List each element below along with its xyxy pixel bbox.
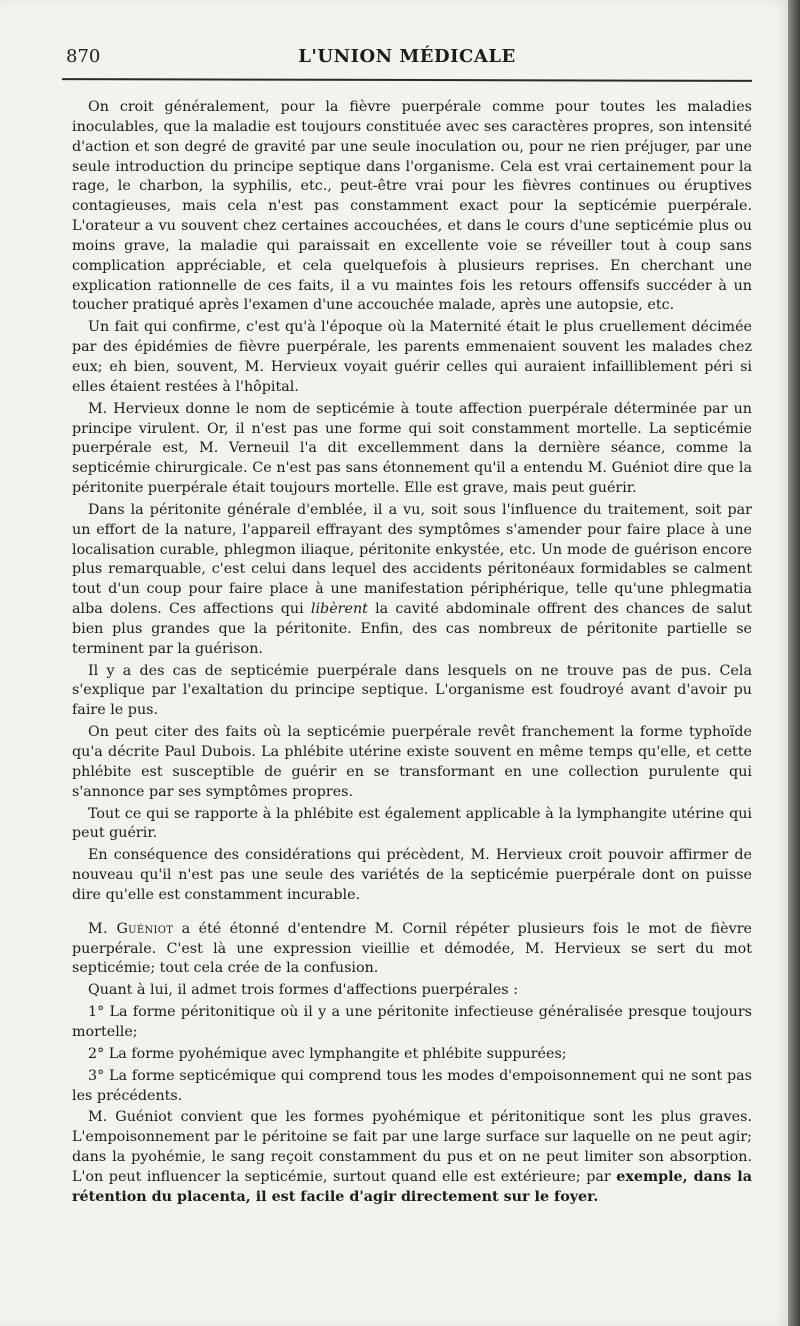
text-run: a été étonné d'entendre M. Cornil répéter plusieurs fois le mot de fièvre puerpérale. C'est là une expression vieillie et démodée, M. Hervieux se sert du mot septicémie; tout cela crée de la confusion. — [72, 920, 752, 977]
emphasis: libèrent — [310, 601, 368, 618]
paragraph: En conséquence des considérations qui précèdent, M. Hervieux croit pouvoir affirmer de nouveau qu'il n'est pas une seule des variétés de la septicémie puerpérale dont on puisse dire qu'elle est constamment incurable. — [72, 847, 752, 903]
body-text — [72, 98, 752, 1210]
paragraph: Il y a des cas de septicémie puerpérale dans lesquels on ne trouve pas de pus. Cela s'explique par l'exaltation du principe septique. L'organisme est foudroyé avant d'avoir pu faire le pus. — [72, 662, 752, 719]
page-header — [62, 46, 752, 72]
page-number: 870 — [66, 46, 101, 67]
running-title: L'UNION MÉDICALE — [298, 46, 516, 67]
list-item: 3° La forme septicémique qui comprend tous les modes d'empoisonnement qui ne sont pas les précédents. — [72, 1067, 752, 1104]
paragraph — [72, 920, 752, 980]
text-run: la cavité abdominale offrent des chances de salut bien plus grandes que la péritonite. Enfin, des cas nombreux de péritonite partielle se terminent par la guérison. — [72, 601, 752, 657]
header-rule — [62, 78, 752, 82]
speaker-name: M. Guéniot — [88, 920, 174, 937]
text-run: exemple, dans la rétention du placenta, il est facile d'agir directement sur le foyer. — [72, 1168, 752, 1205]
paragraph: M. Hervieux donne le nom de septicémie à toute affection puerpérale déterminée par un principe virulent. Or, il n'est pas une forme qui soit constamment mortelle. La septicémie puerpérale est, M. Verneuil l'a dit excellemment dans la dernière séance, comme la septicémie chirurgicale. Ce n'est pas sans étonnement qu'il a entendu M. Guéniot dire que la péritonite puerpérale était toujours mortelle. Elle est grave, mais peut guérir. — [72, 400, 752, 497]
paragraph: On croit généralement, pour la fièvre puerpérale comme pour toutes les maladies inoculables, que la maladie est toujours constituée avec ses caractères propres, son intensité d'action et son degré de gravité par une seule inoculation ou, pour ne rien préjuger, par une seule introduction du principe septique dans l'organisme. Cela est vrai certainement pour la rage, le charbon, la syphilis, etc., peut-être vrai pour les fièvres continues ou éruptives contagieuses, mais cela n'est pas constamment exact pour la septicémie puerpérale. L'orateur a vu souvent chez certaines accouchées, et dans le cours d'une septicémie plus ou moins grave, la maladie qui paraissait en excellente voie se réveiller tout à coup sans complication appréciable, et cela quelquefois à plusieurs reprises. En cherchant une explication rationnelle de ces faits, il a vu maintes fois les retours offensifs succéder à un toucher pratiqué après l'examen d'une accouchée malade, après une autopsie, etc. — [72, 99, 752, 314]
list-item: 1° La forme péritonitique où il y a une péritonite infectieuse généralisée presque toujours mortelle; — [72, 1004, 752, 1040]
list-item: 2° La forme pyohémique avec lymphangite et phlébite suppurées; — [88, 1045, 567, 1062]
paragraph: Tout ce qui se rapporte à la phlébite est également applicable à la lymphangite utérine qui peut guérir. — [72, 805, 752, 842]
paragraph: Un fait qui confirme, c'est qu'à l'époque où la Maternité était le plus cruellement décimée par des épidémies de fièvre puerpérale, les parents emmenaient souvent les malades chez eux; eh bien, souvent, M. Hervieux voyait guérir celles qui auraient infailliblement péri si elles étaient restées à l'hôpital. — [72, 319, 752, 395]
text-run: M. Guéniot convient que les formes pyohémique et péritonitique sont les plus graves. L'empoisonnement par le péritoine se fait par une large surface sur laquelle on ne peut agir; dans la pyohémie, le sang reçoit constamment du pus et on ne peut limiter son absorption. L'on peut influencer la septicémie, surtout quand elle est extérieure; par — [72, 1109, 752, 1185]
paragraph — [72, 1108, 752, 1207]
page-edge-shadow — [788, 0, 800, 1326]
paragraph: On peut citer des faits où la septicémie puerpérale revêt franchement la forme typhoïde qu'a décrite Paul Dubois. La phlébite utérine existe souvent en même temps qu'elle, et cette phlébite est susceptible de guérir en se transformant en une collection purulente qui s'annonce par ses symptômes propres. — [72, 724, 752, 800]
text-run: Dans la péritonite générale d'emblée, il a vu, soit sous l'influence du traitement, soit par un effort de la nature, l'appareil effrayant des symptômes s'amender pour faire place à une localisation curable, phlegmon iliaque, péritonite enkystée, etc. Un mode de guérison encore plus remarquable, c'est celui dans lequel des accidents péritonéaux formidables se calment tout d'un coup pour faire place à une manifestation périphérique, telle qu'une phlegmatia alba dolens. Ces affections qui — [72, 501, 752, 618]
paragraph: Quant à lui, il admet trois formes d'affections puerpérales : — [88, 982, 519, 999]
paragraph — [72, 501, 752, 660]
